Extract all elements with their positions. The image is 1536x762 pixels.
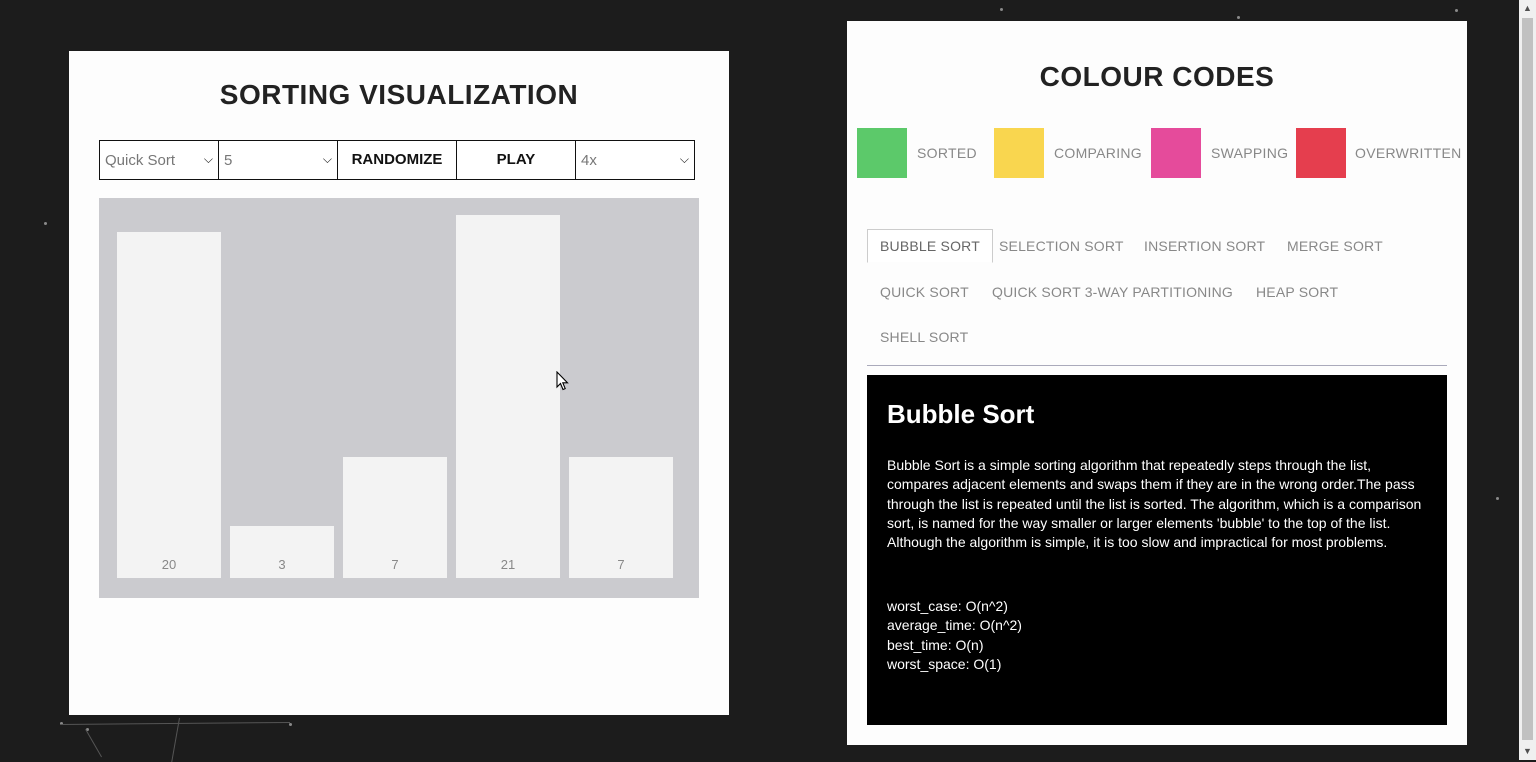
randomize-button[interactable]: RANDOMIZE xyxy=(337,140,457,180)
chevron-down-icon: ⌵ xyxy=(679,152,689,166)
array-bar xyxy=(117,232,221,578)
tab-quick-sort-3-way[interactable]: QUICK SORT 3-WAY PARTITIONING xyxy=(992,284,1233,300)
array-bar xyxy=(343,457,447,578)
array-size-select[interactable] xyxy=(218,140,338,180)
complexity-best-time: best_time: O(n) xyxy=(887,636,984,653)
tab-shell-sort[interactable]: SHELL SORT xyxy=(880,329,969,345)
bar-value-label: 7 xyxy=(391,557,399,572)
tab-selection-sort[interactable]: SELECTION SORT xyxy=(999,238,1124,254)
array-size-select-value: 5 xyxy=(224,152,233,169)
array-bar xyxy=(569,457,673,578)
bar-value-label: 7 xyxy=(617,557,625,572)
algorithm-info-box xyxy=(867,375,1447,725)
overwritten-swatch xyxy=(1296,128,1346,178)
bar-value-label: 20 xyxy=(161,557,177,572)
swapping-label: SWAPPING xyxy=(1211,145,1289,161)
array-bar xyxy=(456,215,560,578)
overwritten-label: OVERWRITTEN xyxy=(1355,145,1462,161)
bar-chart-canvas xyxy=(99,198,699,598)
algorithm-tabs xyxy=(867,229,1447,366)
tab-bubble-sort[interactable]: BUBBLE SORT xyxy=(867,229,993,263)
tab-insertion-sort[interactable]: INSERTION SORT xyxy=(1144,238,1266,254)
speed-select[interactable] xyxy=(575,140,695,180)
colour-codes-title: COLOUR CODES xyxy=(1039,61,1275,92)
colour-legend xyxy=(847,128,1467,178)
chevron-down-icon: ⌵ xyxy=(203,152,213,166)
complexity-list xyxy=(887,597,1022,674)
algorithm-select-value: Quick Sort xyxy=(105,152,176,169)
algorithm-info-title: Bubble Sort xyxy=(887,399,1035,429)
bar-value-label: 3 xyxy=(278,557,286,572)
scroll-up-icon[interactable]: ▲ xyxy=(1523,3,1532,13)
comparing-label: COMPARING xyxy=(1054,145,1142,161)
visualizer-title: SORTING VISUALIZATION xyxy=(219,79,579,110)
complexity-average-time: average_time: O(n^2) xyxy=(887,617,1022,634)
tab-merge-sort[interactable]: MERGE SORT xyxy=(1287,238,1383,254)
algorithm-description: Bubble Sort is a simple sorting algorithm that repeatedly steps through the list, compares adjacent elements and swaps them if they are in the wrong order.The pass through the list is repeated until the list is sorted. The algorithm, which is a comparison sort, is named for the way smaller or larger elements 'bubble' to the top of the list. Although the algorithm is simple, it is too slow and impractical for most problems. xyxy=(887,457,1422,551)
speed-select-value: 4x xyxy=(581,152,597,169)
swapping-swatch xyxy=(1151,128,1201,178)
play-button[interactable]: PLAY xyxy=(456,140,576,180)
comparing-swatch xyxy=(994,128,1044,178)
chevron-down-icon: ⌵ xyxy=(322,152,332,166)
visualizer-panel xyxy=(69,51,729,715)
tab-quick-sort[interactable]: QUICK SORT xyxy=(880,284,969,300)
complexity-worst-case: worst_case: O(n^2) xyxy=(887,598,1008,614)
sorted-label: SORTED xyxy=(917,145,977,161)
tab-heap-sort[interactable]: HEAP SORT xyxy=(1256,284,1339,300)
sorted-swatch xyxy=(857,128,907,178)
scroll-down-icon[interactable]: ▼ xyxy=(1523,746,1532,756)
controls-bar xyxy=(99,140,699,180)
bar-value-label: 21 xyxy=(500,557,516,572)
algorithm-select[interactable] xyxy=(99,140,219,180)
info-panel xyxy=(847,21,1467,745)
page-scrollbar[interactable] xyxy=(1519,0,1536,760)
complexity-worst-space: worst_space: O(1) xyxy=(887,655,1002,672)
array-bar xyxy=(230,526,334,578)
scrollbar-thumb[interactable] xyxy=(1522,18,1533,740)
